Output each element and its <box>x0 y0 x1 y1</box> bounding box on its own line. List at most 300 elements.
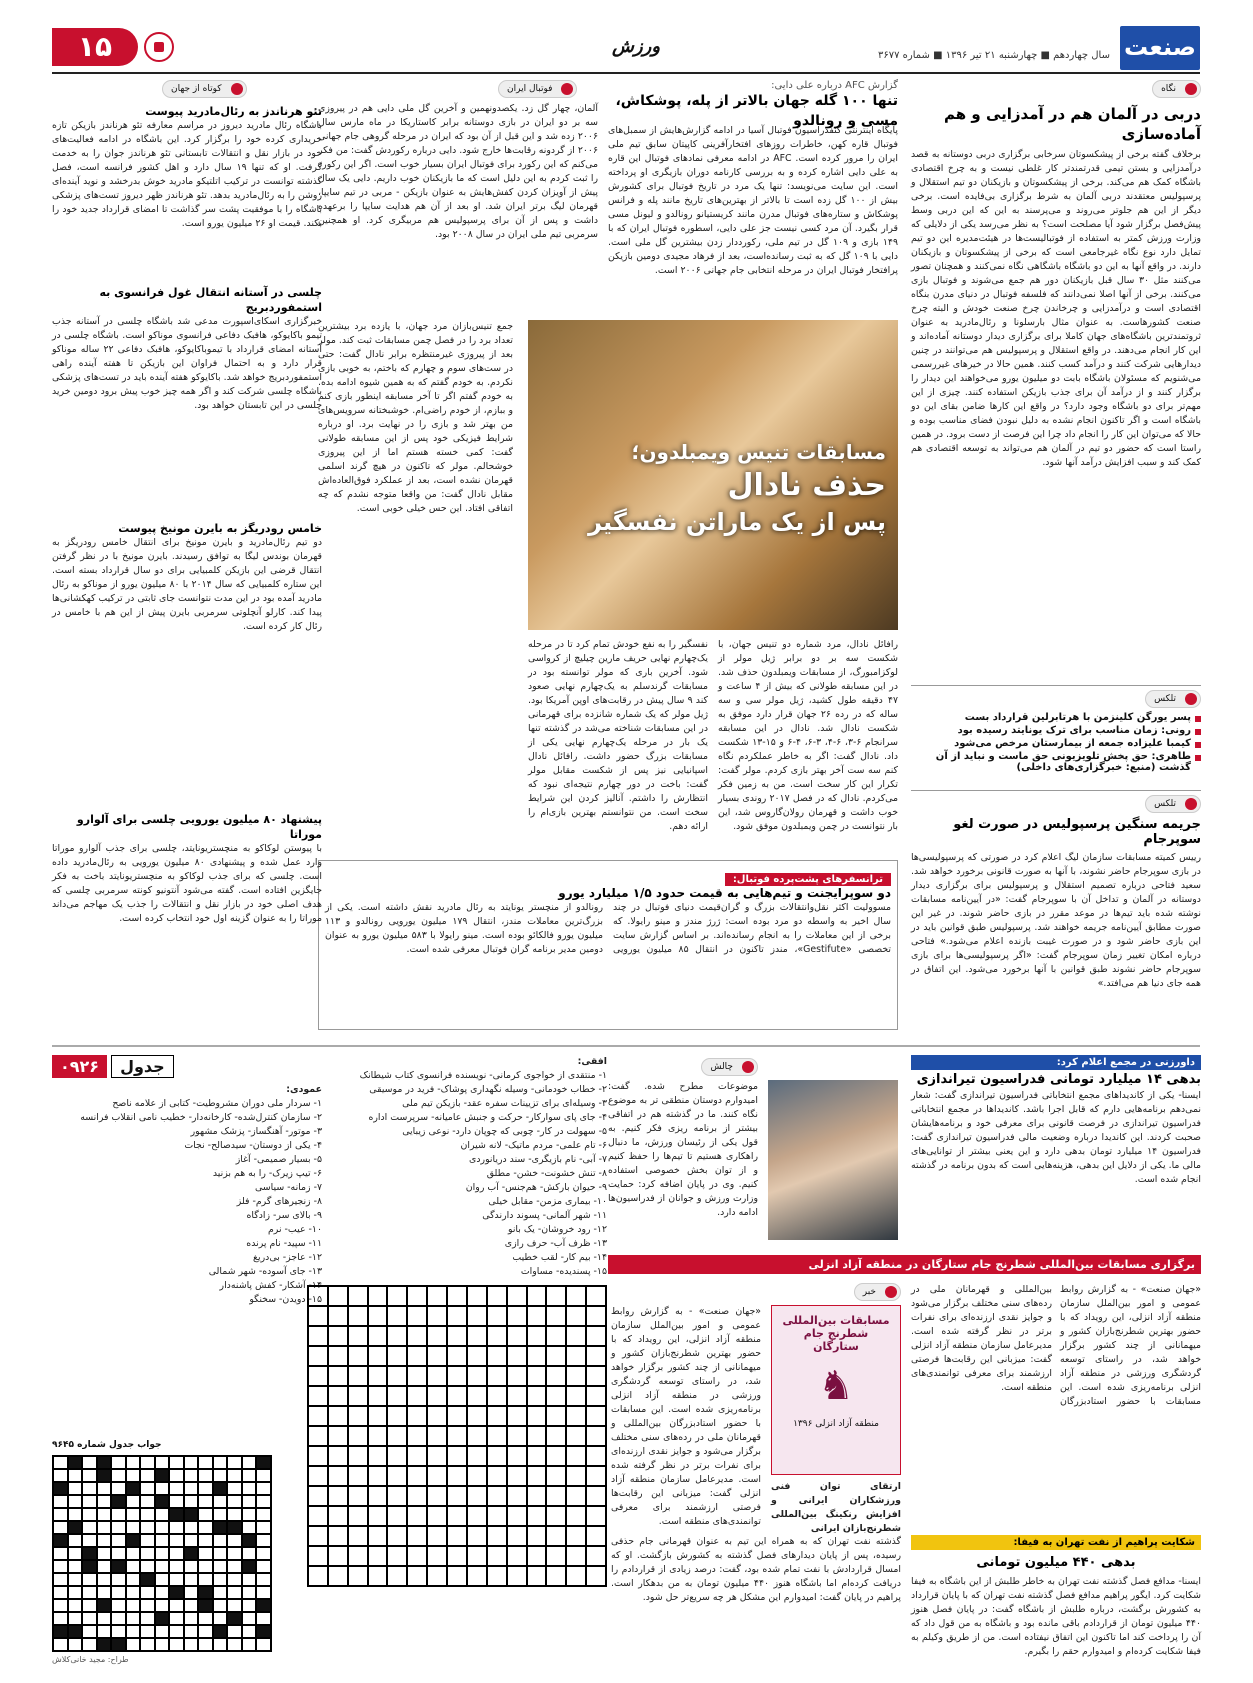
grid-cell <box>126 1521 141 1534</box>
grid-cell[interactable] <box>348 1486 368 1506</box>
grid-cell[interactable] <box>527 1486 547 1506</box>
grid-cell[interactable] <box>328 1346 348 1366</box>
grid-cell[interactable] <box>507 1386 527 1406</box>
grid-cell[interactable] <box>546 1446 566 1466</box>
grid-cell[interactable] <box>527 1306 547 1326</box>
grid-cell[interactable] <box>566 1546 586 1566</box>
grid-cell[interactable] <box>586 1466 606 1486</box>
grid-cell <box>198 1547 213 1560</box>
grid-cell[interactable] <box>467 1566 487 1586</box>
grid-cell <box>213 1573 228 1586</box>
grid-cell[interactable] <box>586 1386 606 1406</box>
grid-cell[interactable] <box>546 1486 566 1506</box>
grid-cell[interactable] <box>566 1406 586 1426</box>
grid-cell <box>213 1534 228 1547</box>
grid-cell[interactable] <box>387 1326 407 1346</box>
grid-cell[interactable] <box>328 1326 348 1346</box>
grid-cell[interactable] <box>328 1366 348 1386</box>
grid-cell[interactable] <box>507 1466 527 1486</box>
grid-cell[interactable] <box>467 1486 487 1506</box>
grid-cell[interactable] <box>308 1466 328 1486</box>
grid-cell[interactable] <box>348 1566 368 1586</box>
grid-cell[interactable] <box>368 1546 388 1566</box>
grid-cell[interactable] <box>387 1546 407 1566</box>
grid-cell <box>227 1599 242 1612</box>
grid-cell[interactable] <box>566 1566 586 1586</box>
grid-cell[interactable] <box>348 1546 368 1566</box>
brief-title: تئو هرناندز به رئال‌مادرید پیوست <box>145 105 322 118</box>
grid-cell[interactable] <box>586 1426 606 1446</box>
grid-cell[interactable] <box>507 1326 527 1346</box>
grid-cell[interactable] <box>447 1366 467 1386</box>
grid-cell[interactable] <box>427 1426 447 1446</box>
article-body-2: گذشته نفت تهران که به همراه این تیم به عنوان قهرمانی جام حذفی رسیده، پس از پایان دیدار‌های فصل گذشته به کشورش بازگشت. او که امسال قراردادش با نفت تمام شده بود، گفت: درصد زیادی از قراردادم را دریافت کرده‌ام اما باشگاه هنوز ۴۴۰ میلیون تومان به من بدهکار است. پراهیم در پایان گفت: امیدوارم این مشکل هر چه سریع‌تر حل شود. <box>611 1536 901 1603</box>
grid-cell[interactable] <box>387 1486 407 1506</box>
grid-cell <box>68 1612 83 1625</box>
grid-cell[interactable] <box>308 1366 328 1386</box>
grid-cell[interactable] <box>328 1406 348 1426</box>
grid-cell[interactable] <box>308 1286 328 1306</box>
grid-cell <box>155 1456 170 1469</box>
grid-cell[interactable] <box>308 1506 328 1526</box>
grid-cell[interactable] <box>308 1386 328 1406</box>
grid-cell[interactable] <box>467 1346 487 1366</box>
section-tag: تلکس <box>1145 690 1201 708</box>
grid-cell[interactable] <box>467 1466 487 1486</box>
grid-cell[interactable] <box>487 1306 507 1326</box>
grid-cell[interactable] <box>586 1406 606 1426</box>
grid-cell[interactable] <box>467 1506 487 1526</box>
grid-cell[interactable] <box>487 1506 507 1526</box>
grid-cell[interactable] <box>527 1326 547 1346</box>
grid-cell[interactable] <box>387 1286 407 1306</box>
grid-cell[interactable] <box>348 1406 368 1426</box>
grid-cell[interactable] <box>328 1386 348 1406</box>
grid-cell[interactable] <box>328 1466 348 1486</box>
grid-cell <box>169 1612 184 1625</box>
grid-cell <box>140 1547 155 1560</box>
grid-cell[interactable] <box>387 1406 407 1426</box>
grid-cell <box>198 1469 213 1482</box>
grid-cell[interactable] <box>507 1506 527 1526</box>
grid-cell[interactable] <box>387 1306 407 1326</box>
grid-cell[interactable] <box>566 1386 586 1406</box>
grid-cell[interactable] <box>387 1346 407 1366</box>
grid-cell[interactable] <box>427 1306 447 1326</box>
grid-cell[interactable] <box>586 1446 606 1466</box>
grid-cell[interactable] <box>487 1526 507 1546</box>
grid-cell[interactable] <box>546 1366 566 1386</box>
clue: ۱۲- رود خروشان- یک بانو <box>507 1224 607 1235</box>
grid-cell <box>53 1586 68 1599</box>
grid-cell[interactable] <box>546 1466 566 1486</box>
grid-cell[interactable] <box>427 1546 447 1566</box>
grid-cell[interactable] <box>586 1306 606 1326</box>
grid-cell[interactable] <box>387 1366 407 1386</box>
grid-cell[interactable] <box>447 1526 467 1546</box>
grid-cell[interactable] <box>348 1366 368 1386</box>
grid-cell[interactable] <box>308 1406 328 1426</box>
grid-cell[interactable] <box>387 1466 407 1486</box>
grid-cell[interactable] <box>407 1506 427 1526</box>
grid-cell[interactable] <box>546 1546 566 1566</box>
grid-cell <box>140 1599 155 1612</box>
grid-cell[interactable] <box>348 1386 368 1406</box>
grid-cell[interactable] <box>527 1406 547 1426</box>
grid-cell <box>126 1547 141 1560</box>
grid-cell[interactable] <box>427 1446 447 1466</box>
grid-cell[interactable] <box>467 1366 487 1386</box>
grid-cell[interactable] <box>487 1286 507 1306</box>
grid-cell[interactable] <box>487 1446 507 1466</box>
grid-cell[interactable] <box>527 1526 547 1546</box>
grid-cell <box>155 1547 170 1560</box>
grid-cell[interactable] <box>368 1446 388 1466</box>
grid-cell[interactable] <box>527 1366 547 1386</box>
grid-cell[interactable] <box>348 1506 368 1526</box>
grid-cell <box>242 1456 257 1469</box>
clue: ۱۳- جای آسوده- شهر شمالی <box>208 1266 322 1277</box>
grid-cell[interactable] <box>407 1426 427 1446</box>
grid-cell[interactable] <box>407 1406 427 1426</box>
grid-cell[interactable] <box>407 1306 427 1326</box>
grid-cell[interactable] <box>467 1306 487 1326</box>
grid-cell[interactable] <box>467 1446 487 1466</box>
grid-cell[interactable] <box>586 1526 606 1546</box>
grid-cell[interactable] <box>407 1566 427 1586</box>
grid-cell[interactable] <box>348 1326 368 1346</box>
grid-cell <box>256 1599 271 1612</box>
grid-cell[interactable] <box>407 1286 427 1306</box>
grid-cell[interactable] <box>467 1406 487 1426</box>
grid-cell[interactable] <box>348 1306 368 1326</box>
grid-cell[interactable] <box>527 1566 547 1586</box>
clue: ۸- تنش خشونت- خشن- مطلق <box>486 1168 607 1179</box>
grid-cell <box>155 1482 170 1495</box>
grid-cell[interactable] <box>447 1466 467 1486</box>
grid-cell[interactable] <box>527 1346 547 1366</box>
grid-cell[interactable] <box>407 1446 427 1466</box>
grid-cell[interactable] <box>566 1286 586 1306</box>
grid-cell <box>155 1534 170 1547</box>
grid-cell[interactable] <box>407 1486 427 1506</box>
grid-cell <box>111 1625 126 1638</box>
grid-cell[interactable] <box>368 1426 388 1446</box>
grid-cell <box>155 1625 170 1638</box>
grid-cell[interactable] <box>566 1366 586 1386</box>
grid-cell[interactable] <box>467 1286 487 1306</box>
grid-cell[interactable] <box>387 1566 407 1586</box>
grid-cell <box>97 1573 112 1586</box>
grid-cell[interactable] <box>546 1406 566 1426</box>
grid-cell <box>82 1586 97 1599</box>
grid-cell <box>53 1482 68 1495</box>
section-tag: چالش <box>701 1058 758 1076</box>
grid-cell <box>111 1456 126 1469</box>
grid-cell[interactable] <box>427 1566 447 1586</box>
grid-cell[interactable] <box>586 1486 606 1506</box>
grid-cell[interactable] <box>566 1326 586 1346</box>
grid-cell[interactable] <box>566 1306 586 1326</box>
grid-cell <box>169 1482 184 1495</box>
brief-body: با پیوستن لوکاکو به منچستریونایتد، چلسی برای جذب آلوارو موراتا وارد عمل شده و پیشنهادی ۸۰ میلیون یورویی به رئال‌مادرید داده است. چلسی که برای جذب لوکاکو به منچستریونایتد باخت به فکر جایگزین افتاده است. گفته می‌شود آنتونیو کونته سرمربی چلسی که هدف اصلی خود در بازار نقل و انتقالات را جذب یک مهاجم می‌داند موراتا را به عنوان گزینه اول خود انتخاب کرده است. <box>52 843 323 924</box>
grid-cell[interactable] <box>328 1426 348 1446</box>
grid-cell[interactable] <box>566 1506 586 1526</box>
grid-cell[interactable] <box>527 1506 547 1526</box>
grid-cell[interactable] <box>427 1346 447 1366</box>
grid-cell[interactable] <box>328 1526 348 1546</box>
grid-cell[interactable] <box>427 1366 447 1386</box>
grid-cell[interactable] <box>368 1306 388 1326</box>
grid-cell[interactable] <box>546 1506 566 1526</box>
clue: ۱- منتقدی از خواجوی کرمانی- نویسنده فرانسوی کتاب شیطانک <box>359 1070 607 1081</box>
grid-cell[interactable] <box>507 1566 527 1586</box>
article-bar: برگزاری مسابقات بین‌المللی شطرنج جام ستارگان در منطقه آزاد انزلی <box>608 1255 1201 1274</box>
grid-cell[interactable] <box>387 1506 407 1526</box>
grid-cell[interactable] <box>308 1446 328 1466</box>
grid-cell[interactable] <box>487 1406 507 1426</box>
list-item: طاهری: حق پخش تلویزیونی حق ماست و نباید از آن گذشت (منبع: خبرگزاری‌های داخلی) <box>911 751 1201 773</box>
grid-cell[interactable] <box>368 1506 388 1526</box>
grid-cell[interactable] <box>348 1526 368 1546</box>
grid-cell[interactable] <box>487 1366 507 1386</box>
grid-cell[interactable] <box>427 1466 447 1486</box>
grid-cell <box>198 1586 213 1599</box>
grid-cell[interactable] <box>308 1426 328 1446</box>
grid-cell[interactable] <box>387 1446 407 1466</box>
grid-cell <box>169 1560 184 1573</box>
grid-cell[interactable] <box>368 1486 388 1506</box>
grid-cell[interactable] <box>527 1426 547 1446</box>
page-number: ۱۵ <box>52 28 138 66</box>
grid-cell[interactable] <box>566 1486 586 1506</box>
grid-cell[interactable] <box>586 1546 606 1566</box>
grid-cell[interactable] <box>427 1406 447 1426</box>
grid-cell[interactable] <box>308 1326 328 1346</box>
grid-cell[interactable] <box>447 1486 467 1506</box>
grid-cell[interactable] <box>586 1366 606 1386</box>
grid-cell <box>184 1638 199 1651</box>
grid-cell <box>242 1638 257 1651</box>
grid-cell <box>53 1521 68 1534</box>
grid-cell[interactable] <box>507 1366 527 1386</box>
photo-title: پس از یک ماراتن نفسگیر <box>588 508 886 536</box>
grid-cell[interactable] <box>527 1286 547 1306</box>
grid-cell[interactable] <box>328 1306 348 1326</box>
grid-cell[interactable] <box>368 1566 388 1586</box>
grid-cell <box>184 1469 199 1482</box>
grid-cell <box>97 1560 112 1573</box>
grid-cell <box>82 1469 97 1482</box>
grid-cell <box>97 1638 112 1651</box>
article-body: برخلاف گفته برخی از پیشکسوتان سرخابی برگزاری دربی دوستانه به قصد درآمدزایی و بستن تیمی قدرتمندتر کار غلطی نیست و به چرخ اقتصادی باشگاه کمک هم می‌کند. برخی از پیشکسوتان و بازیکنان دو تیم استقلال و پرسپولیس معتقدند دربی آلمان به شرط برگزاری بی‌فایده است. برخی دیگر از این هم جلوتر می‌روند و می‌پرسند به این که این دربی وسط پیش‌فصل برگزار شود آیا مصلحت است؟ به نظر می‌رسد یکی از دلایلی که وزارت ورزش کمتر به استفاده از فوتبالیست‌ها در هیئت‌مدیره این دو تیم تمایل دارد نوع نگاه غیرجامعی است که برخی از پیشکسوتان و بازیکنان دارند. در واقع آنها به این دو باشگاه باشگاهی نگاه نمی‌کنند و همچنان تصور می‌کنند مثل ۳۰ سال قبل بازیکنان دور هم جمع می‌شوند و فوتبال بازی می‌کنند. برخی از آنها اصلا نمی‌دانند که فلسفه فوتبال در دنیای مدرن بنگاه اقتصادی است و درآمدزایی و چرخاندن چرخ صنعت خودش و البته چرخ صنعت کشورهاست. به عنوان مثال بارسلونا و رئال‌مادرید به عنوان ثروتمندترین باشگاه‌های جهان کاملا برای برگزاری دیدار دوستانه آماده‌اند و این کار انجام می‌دهند. در واقع استقلال و پرسپولیس هم می‌توانند در چنین دیدارهایی شرکت کنند و درآمد کسب کنند. همین حالا در خیرهای غیررسمی می‌شنویم که مسئولان باشگاه بابت دو میلیون یورو می‌خواهند این دیدار را برگزار کنند و از درآمد آن برای جذب بازیکن استفاده کنند. چیزی از این مهم‌تر برای دو باشگاه وجود دارد؟ در واقع این کارها ضامن بقای این دو باشگاه است و اگر تاکنون انجام نشده به دلیل نبودن فضای مناسب بوده و حالا که می‌توان این کار را انجام داد چرا این فرصت از دست برود. در همین راستا است که حضور دو تیم در آلمان هم می‌تواند به توسعه اقتصادی هم کمک کند و سبب افزایش درآمد آنها شود. <box>911 149 1201 468</box>
grid-cell[interactable] <box>427 1286 447 1306</box>
grid-cell[interactable] <box>566 1426 586 1446</box>
grid-cell[interactable] <box>348 1446 368 1466</box>
grid-cell[interactable] <box>427 1326 447 1346</box>
grid-cell[interactable] <box>507 1426 527 1446</box>
grid-cell[interactable] <box>368 1466 388 1486</box>
grid-cell[interactable] <box>328 1566 348 1586</box>
masthead-logo: صنعت <box>1120 26 1200 70</box>
grid-cell[interactable] <box>507 1526 527 1546</box>
grid-cell[interactable] <box>407 1526 427 1546</box>
grid-cell <box>213 1625 228 1638</box>
section-title: ورزش <box>612 36 661 57</box>
grid-cell[interactable] <box>427 1506 447 1526</box>
grid-cell[interactable] <box>328 1446 348 1466</box>
grid-cell <box>82 1521 97 1534</box>
grid-cell[interactable] <box>527 1386 547 1406</box>
grid-cell <box>68 1625 83 1638</box>
grid-cell[interactable] <box>308 1306 328 1326</box>
grid-cell[interactable] <box>308 1546 328 1566</box>
grid-cell[interactable] <box>507 1306 527 1326</box>
grid-cell[interactable] <box>527 1446 547 1466</box>
grid-cell[interactable] <box>328 1286 348 1306</box>
grid-cell[interactable] <box>467 1526 487 1546</box>
grid-cell[interactable] <box>447 1506 467 1526</box>
grid-cell[interactable] <box>427 1386 447 1406</box>
grid-cell[interactable] <box>586 1286 606 1306</box>
grid-cell[interactable] <box>487 1426 507 1446</box>
grid-cell[interactable] <box>467 1426 487 1446</box>
section-tag: تلکس <box>1145 795 1201 813</box>
grid-cell[interactable] <box>507 1486 527 1506</box>
grid-cell[interactable] <box>427 1526 447 1546</box>
grid-cell[interactable] <box>586 1566 606 1586</box>
grid-cell[interactable] <box>546 1526 566 1546</box>
grid-cell[interactable] <box>507 1406 527 1426</box>
grid-cell <box>82 1599 97 1612</box>
grid-cell[interactable] <box>308 1526 328 1546</box>
grid-cell[interactable] <box>487 1386 507 1406</box>
grid-cell <box>140 1625 155 1638</box>
grid-cell[interactable] <box>507 1286 527 1306</box>
section-tag: کوتاه از جهان <box>162 80 247 98</box>
grid-cell[interactable] <box>586 1326 606 1346</box>
grid-cell <box>198 1495 213 1508</box>
grid-cell <box>184 1534 199 1547</box>
grid-cell[interactable] <box>447 1386 467 1406</box>
grid-cell[interactable] <box>328 1546 348 1566</box>
grid-cell[interactable] <box>467 1546 487 1566</box>
grid-cell[interactable] <box>447 1326 467 1346</box>
grid-cell <box>198 1599 213 1612</box>
grid-cell[interactable] <box>487 1566 507 1586</box>
grid-cell[interactable] <box>407 1546 427 1566</box>
grid-cell[interactable] <box>487 1346 507 1366</box>
grid-cell <box>169 1456 184 1469</box>
grid-cell[interactable] <box>387 1386 407 1406</box>
grid-cell[interactable] <box>447 1346 467 1366</box>
grid-cell[interactable] <box>487 1546 507 1566</box>
grid-cell[interactable] <box>348 1466 368 1486</box>
brief-title: خامس رودریگز به بایرن مونیخ پیوست <box>118 522 322 535</box>
grid-cell[interactable] <box>407 1346 427 1366</box>
grid-cell[interactable] <box>308 1346 328 1366</box>
grid-cell <box>213 1638 228 1651</box>
grid-cell[interactable] <box>447 1566 467 1586</box>
grid-cell[interactable] <box>546 1346 566 1366</box>
grid-cell[interactable] <box>407 1386 427 1406</box>
grid-cell[interactable] <box>566 1526 586 1546</box>
grid-cell[interactable] <box>368 1386 388 1406</box>
grid-cell[interactable] <box>387 1526 407 1546</box>
grid-cell[interactable] <box>566 1466 586 1486</box>
grid-cell[interactable] <box>368 1406 388 1426</box>
grid-cell[interactable] <box>507 1546 527 1566</box>
grid-cell[interactable] <box>348 1286 368 1306</box>
grid-cell[interactable] <box>527 1466 547 1486</box>
grid-cell <box>140 1508 155 1521</box>
grid-cell[interactable] <box>447 1446 467 1466</box>
grid-cell[interactable] <box>546 1306 566 1326</box>
clue: ۶- تیپ زیرک- را به هم بزنید <box>212 1168 322 1179</box>
grid-cell[interactable] <box>546 1326 566 1346</box>
grid-cell[interactable] <box>566 1446 586 1466</box>
grid-cell[interactable] <box>348 1346 368 1366</box>
grid-cell[interactable] <box>308 1566 328 1586</box>
grid-cell[interactable] <box>467 1326 487 1346</box>
crossword-grid[interactable] <box>307 1285 607 1587</box>
grid-cell[interactable] <box>467 1386 487 1406</box>
grid-cell[interactable] <box>546 1426 566 1446</box>
grid-cell[interactable] <box>507 1446 527 1466</box>
grid-cell[interactable] <box>447 1306 467 1326</box>
crossword-number: ۰۹۲۶ <box>52 1055 107 1078</box>
grid-cell[interactable] <box>447 1286 467 1306</box>
grid-cell[interactable] <box>447 1426 467 1446</box>
grid-cell[interactable] <box>447 1546 467 1566</box>
grid-cell[interactable] <box>566 1346 586 1366</box>
grid-cell[interactable] <box>586 1506 606 1526</box>
grid-cell <box>53 1638 68 1651</box>
grid-cell <box>111 1482 126 1495</box>
grid-cell[interactable] <box>387 1426 407 1446</box>
grid-cell[interactable] <box>527 1546 547 1566</box>
grid-cell[interactable] <box>487 1326 507 1346</box>
grid-cell[interactable] <box>368 1286 388 1306</box>
grid-cell[interactable] <box>407 1366 427 1386</box>
grid-cell <box>184 1521 199 1534</box>
grid-cell[interactable] <box>546 1286 566 1306</box>
grid-cell[interactable] <box>348 1426 368 1446</box>
grid-cell <box>242 1560 257 1573</box>
grid-cell[interactable] <box>368 1326 388 1346</box>
grid-cell <box>126 1534 141 1547</box>
grid-cell[interactable] <box>368 1366 388 1386</box>
grid-cell <box>68 1534 83 1547</box>
grid-cell[interactable] <box>368 1526 388 1546</box>
grid-cell[interactable] <box>328 1486 348 1506</box>
grid-cell[interactable] <box>328 1506 348 1526</box>
grid-cell[interactable] <box>447 1406 467 1426</box>
grid-cell[interactable] <box>586 1346 606 1366</box>
grid-cell[interactable] <box>368 1346 388 1366</box>
grid-cell[interactable] <box>427 1486 447 1506</box>
grid-cell[interactable] <box>546 1386 566 1406</box>
grid-cell[interactable] <box>407 1466 427 1486</box>
grid-cell[interactable] <box>308 1486 328 1506</box>
grid-cell[interactable] <box>407 1326 427 1346</box>
crossword <box>52 1055 607 1675</box>
article-body: ایسنا- یکی از کاندیداهای مجمع انتخاباتی فدراسیون تیراندازی گفت: شعار نمی‌دهم برنامه‌هایی دارم که قابل اجرا باشد. کاندیداها در مجمع انتخاباتی فدراسیون تیراندازی در فرصت قانونی برای معرفی خود و برنامه‌هایشان صحبت کردند. این کاندیدا درباره وضعیت مالی فدراسیون تیراندازی گفت: فدراسیون ۱۴ میلیارد تومان بدهی دارد و این یعنی بیشتر از توانایی‌های مالی ما. یکی از دلایل این بدهی، هزینه‌هایی است که بدون برنامه در گذشته انجام شده است. <box>911 1090 1201 1185</box>
grid-cell[interactable] <box>487 1486 507 1506</box>
grid-cell[interactable] <box>546 1566 566 1586</box>
grid-cell[interactable] <box>487 1466 507 1486</box>
grid-cell[interactable] <box>507 1346 527 1366</box>
